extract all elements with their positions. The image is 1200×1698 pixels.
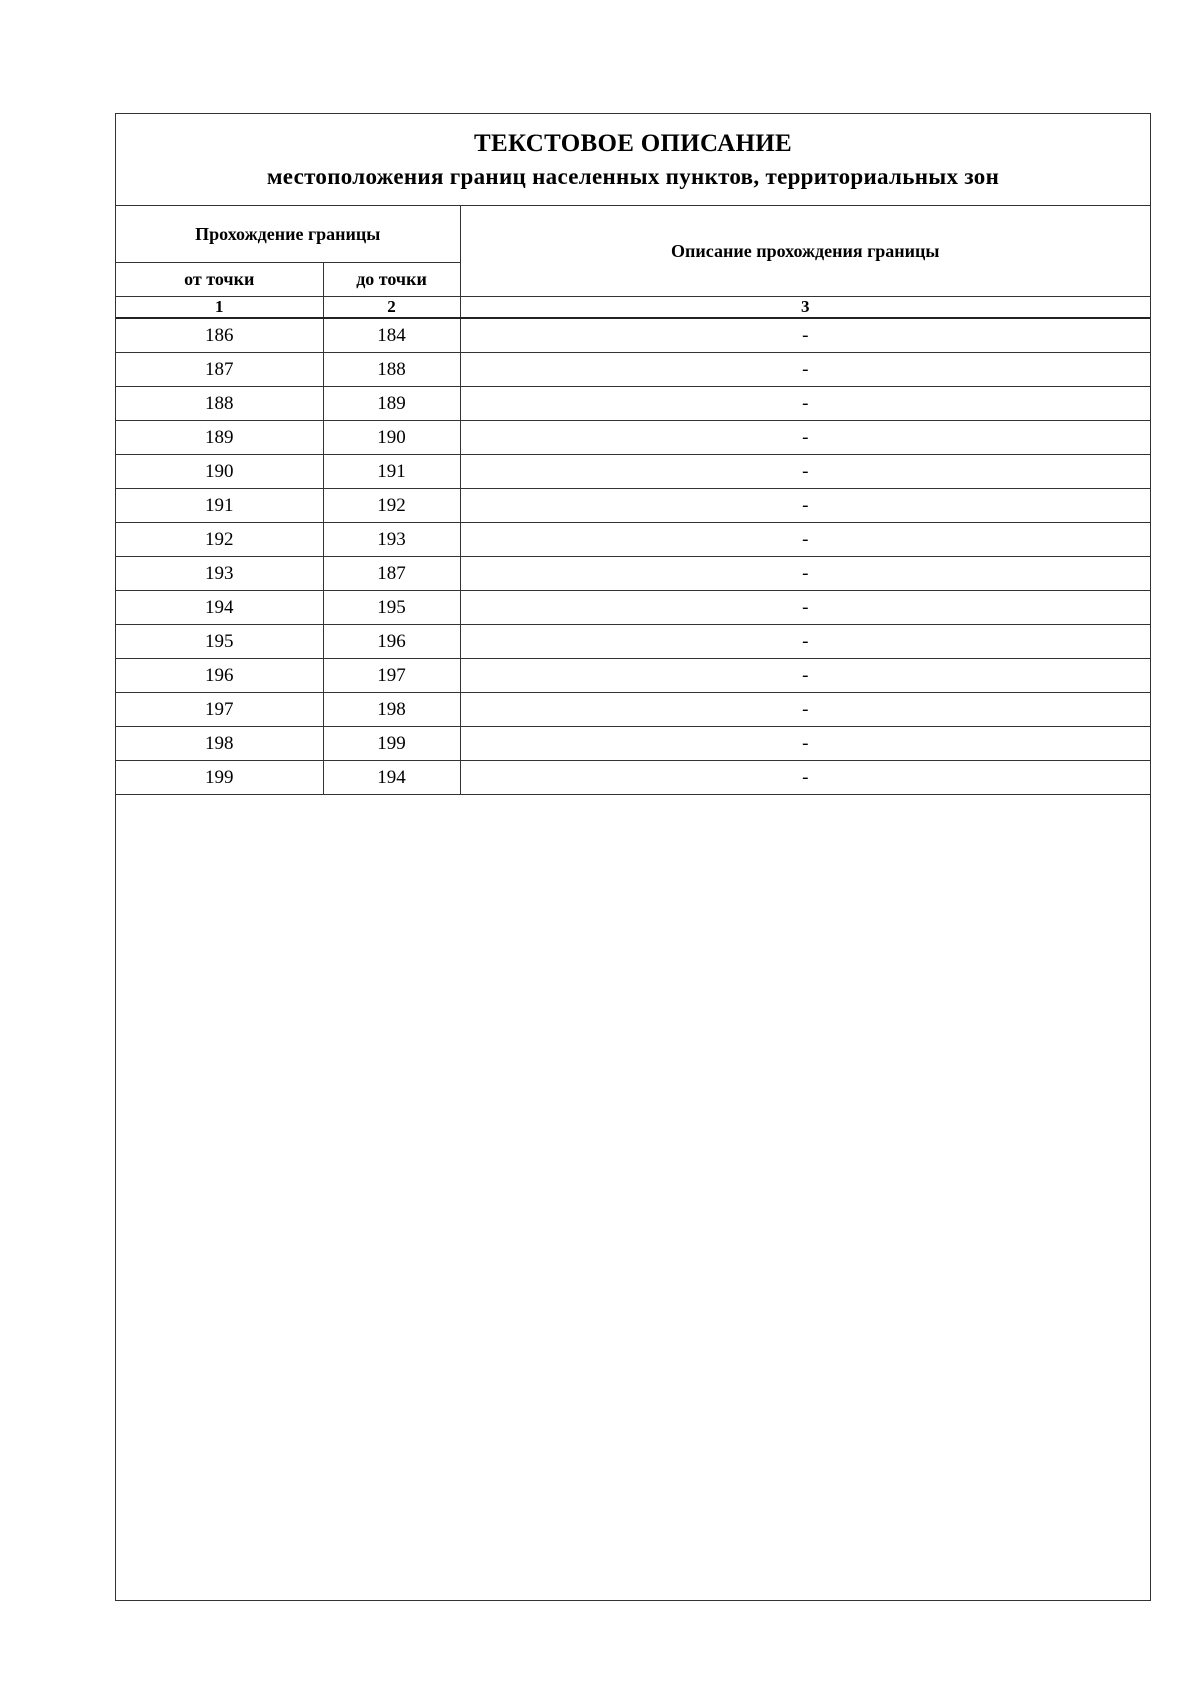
column-number: 3 [460,297,1150,319]
description-cell: - [460,523,1150,557]
description-cell: - [460,421,1150,455]
boundary-table [116,206,1150,795]
description-cell: - [460,353,1150,387]
table-row [116,387,1150,421]
header-to-point: до точки [323,263,460,297]
header-boundary-description: Описание прохождения границы [460,206,1150,297]
table-row [116,625,1150,659]
from-point-cell: 189 [116,421,323,455]
table-row [116,489,1150,523]
table-row [116,455,1150,489]
from-point-cell: 187 [116,353,323,387]
to-point-cell: 191 [323,455,460,489]
table-row [116,591,1150,625]
column-number: 1 [116,297,323,319]
description-cell: - [460,455,1150,489]
table-row [116,659,1150,693]
table-row [116,693,1150,727]
to-point-cell: 189 [323,387,460,421]
from-point-cell: 199 [116,761,323,795]
table-row [116,761,1150,795]
to-point-cell: 184 [323,318,460,353]
description-cell: - [460,557,1150,591]
header-boundary-passage: Прохождение границы [116,206,460,263]
document-title: ТЕКСТОВОЕ ОПИСАНИЕ [474,130,792,157]
from-point-cell: 190 [116,455,323,489]
to-point-cell: 197 [323,659,460,693]
from-point-cell: 198 [116,727,323,761]
description-cell: - [460,591,1150,625]
to-point-cell: 190 [323,421,460,455]
description-cell: - [460,625,1150,659]
column-number: 2 [323,297,460,319]
table-row [116,421,1150,455]
from-point-cell: 192 [116,523,323,557]
from-point-cell: 193 [116,557,323,591]
to-point-cell: 187 [323,557,460,591]
description-cell: - [460,659,1150,693]
table-row [116,523,1150,557]
from-point-cell: 195 [116,625,323,659]
from-point-cell: 191 [116,489,323,523]
to-point-cell: 192 [323,489,460,523]
description-cell: - [460,693,1150,727]
description-cell: - [460,387,1150,421]
table-row [116,557,1150,591]
from-point-cell: 196 [116,659,323,693]
to-point-cell: 196 [323,625,460,659]
description-cell: - [460,318,1150,353]
from-point-cell: 188 [116,387,323,421]
from-point-cell: 186 [116,318,323,353]
title-block [116,114,1150,206]
to-point-cell: 194 [323,761,460,795]
to-point-cell: 188 [323,353,460,387]
table-row [116,318,1150,353]
header-from-point: от точки [116,263,323,297]
table-row [116,353,1150,387]
from-point-cell: 194 [116,591,323,625]
from-point-cell: 197 [116,693,323,727]
to-point-cell: 193 [323,523,460,557]
document-frame [115,113,1151,1601]
description-cell: - [460,489,1150,523]
to-point-cell: 199 [323,727,460,761]
description-cell: - [460,761,1150,795]
to-point-cell: 195 [323,591,460,625]
table-row [116,727,1150,761]
description-cell: - [460,727,1150,761]
to-point-cell: 198 [323,693,460,727]
document-subtitle: местоположения границ населенных пунктов, территориальных зон [266,164,1000,189]
